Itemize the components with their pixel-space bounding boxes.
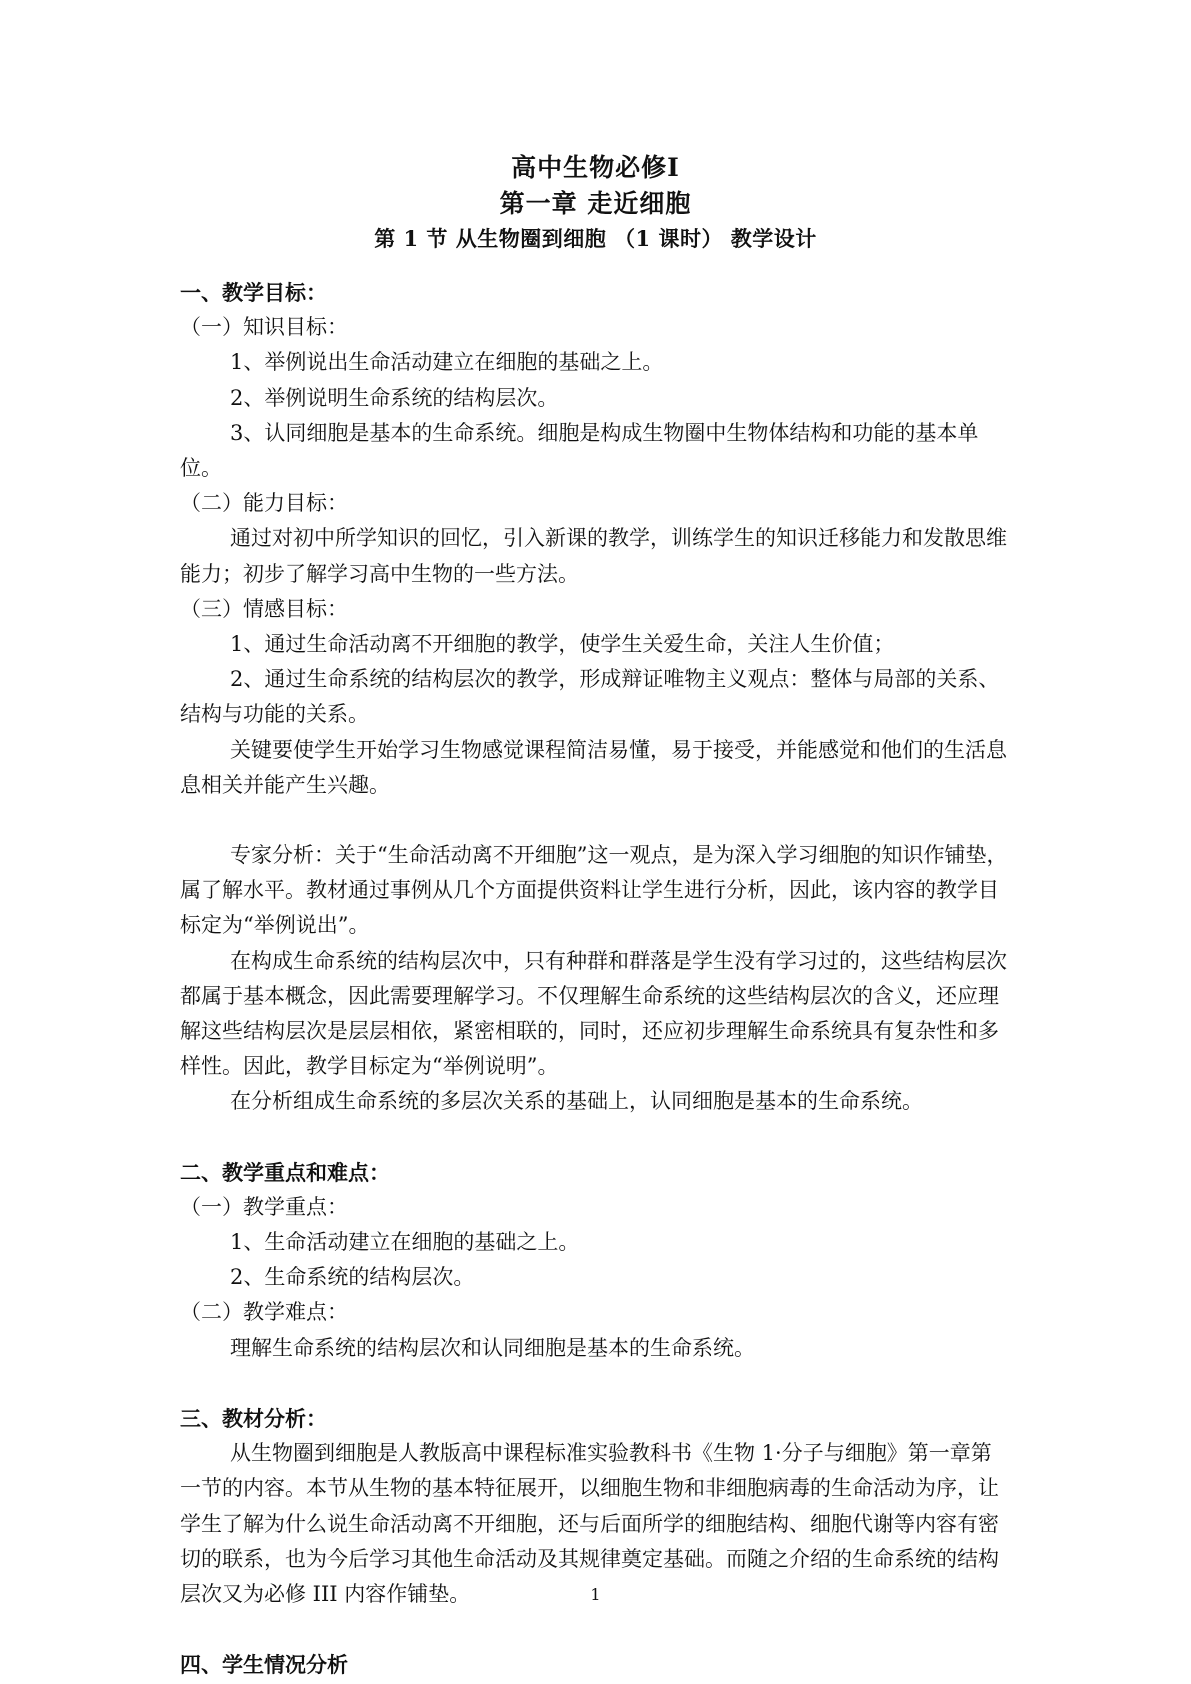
emotion-goal-2: 2、通过生命系统的结构层次的教学，形成辩证唯物主义观点：整体与局部的关系、结构与功能的关系。 bbox=[180, 667, 1000, 727]
heading-student-analysis: 四、学生情况分析 bbox=[180, 1652, 348, 1678]
knowledge-goal-1: 1、举例说出生命活动建立在细胞的基础之上。 bbox=[230, 350, 664, 375]
expert-analysis-2: 在构成生命系统的结构层次中，只有种群和群落是学生没有学习过的，这些结构层次都属于基本概念，因此需要理解学习。不仅理解生命系统的这些结构层次的含义，还应理解这些结构层次是层层相依，紧密相联的，同时，还应初步理解生命系统具有复杂性和多样性。因此，教学目标定为“举例说明”。 bbox=[180, 948, 1007, 1079]
heading-textbook-analysis: 三、教材分析： bbox=[180, 1405, 327, 1431]
book-title: 高中生物必修Ⅰ bbox=[511, 153, 680, 182]
document-body bbox=[180, 275, 1010, 1682]
spacer bbox=[180, 1120, 1010, 1155]
subheading-ability-goals: （二）能力目标： bbox=[180, 491, 348, 516]
difficult-point-text: 理解生命系统的结构层次和认同细胞是基本的生命系统。 bbox=[230, 1335, 755, 1360]
heading-teaching-goals: 一、教学目标： bbox=[180, 280, 327, 305]
spacer bbox=[180, 803, 1010, 838]
subheading-difficult-point: （二）教学难点： bbox=[180, 1300, 348, 1325]
chapter-title: 第一章 走近细胞 bbox=[499, 189, 692, 218]
expert-analysis-3: 在分析组成生命系统的多层次关系的基础上，认同细胞是基本的生命系统。 bbox=[230, 1089, 923, 1114]
emotion-goal-3: 关键要使学生开始学习生物感觉课程简洁易懂，易于接受，并能感觉和他们的生活息息相关并能产生兴趣。 bbox=[180, 737, 1007, 797]
expert-analysis-1: 专家分析：关于“生命活动离不开细胞”这一观点，是为深入学习细胞的知识作铺垫，属了解水平。教材通过事例从几个方面提供资料让学生进行分析，因此，该内容的教学目标定为“举例说出”。 bbox=[180, 843, 1008, 938]
section-title: 第 1 节 从生物圈到细胞 （1 课时） 教学设计 bbox=[374, 226, 817, 251]
ability-goal-text: 通过对初中所学知识的回忆，引入新课的教学，训练学生的知识迁移能力和发散思维能力；初步了解学习高中生物的一些方法。 bbox=[180, 526, 1007, 586]
knowledge-goal-2: 2、举例说明生命系统的结构层次。 bbox=[230, 385, 559, 410]
spacer bbox=[180, 1366, 1010, 1401]
subheading-emotion-goals: （三）情感目标： bbox=[180, 596, 348, 621]
heading-key-points: 二、教学重点和难点： bbox=[180, 1159, 390, 1185]
page-number: 1 bbox=[590, 1585, 601, 1604]
knowledge-goal-3: 3、认同细胞是基本的生命系统。细胞是构成生物圈中生物体结构和功能的基本单位。 bbox=[180, 420, 979, 481]
key-point-1: 1、生命活动建立在细胞的基础之上。 bbox=[230, 1230, 580, 1255]
emotion-goal-1: 1、通过生命活动离不开细胞的教学，使学生关爱生命，关注人生价值； bbox=[230, 632, 895, 657]
title-block bbox=[0, 150, 1191, 256]
subheading-key-point: （一）教学重点： bbox=[180, 1194, 348, 1219]
spacer bbox=[180, 1612, 1010, 1647]
key-point-2: 2、生命系统的结构层次。 bbox=[230, 1265, 475, 1290]
subheading-knowledge-goals: （一）知识目标： bbox=[180, 315, 348, 340]
textbook-analysis-text: 从生物圈到细胞是人教版高中课程标准实验教科书《生物 1·分子与细胞》第一章第一节的内容。本节从生物的基本特征展开，以细胞生物和非细胞病毒的生命活动为序，让学生了解为什么说生命活动离不开细胞，还与后面所学的细胞结构、细胞代谢等内容有密切的联系，也为今后学习其他生命活动及其规律奠定基础。而随之介绍的生命系统的结构层次又为必修 III 内容作铺垫。 bbox=[180, 1441, 999, 1606]
